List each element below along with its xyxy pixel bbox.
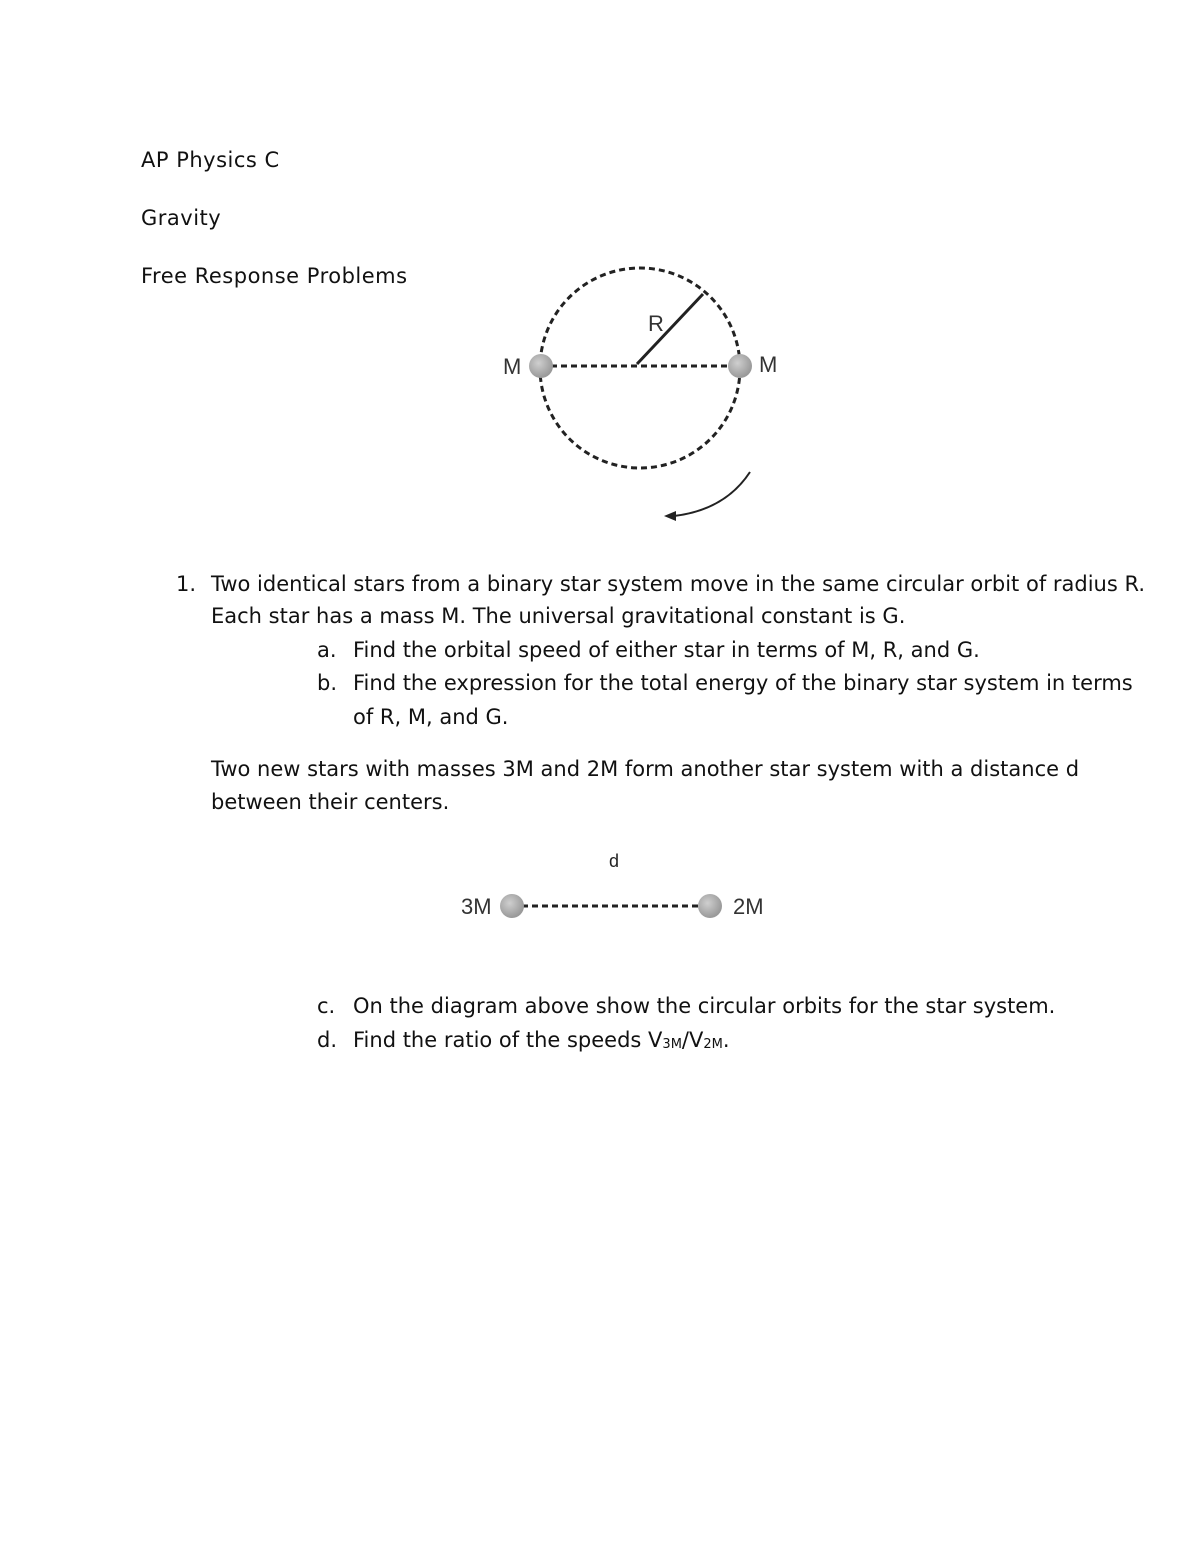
arrow-head-icon: [664, 511, 676, 521]
part-d-suffix: .: [722, 1028, 730, 1052]
problem-number: 1.: [176, 572, 197, 596]
part-c-letter: c.: [317, 994, 336, 1018]
distance-label: d: [609, 851, 620, 871]
problem-intro-line1: Two identical stars from a binary star system move in the same circular orbit of radius R.: [211, 572, 1145, 596]
second-system-line2: between their centers.: [211, 790, 450, 814]
mass-2m-label: 2M: [733, 894, 764, 919]
right-mass-label: M: [759, 352, 778, 377]
part-c-text: On the diagram above show the circular orbits for the star system.: [353, 994, 1056, 1018]
second-system-line1: Two new stars with masses 3M and 2M form another star system with a distance d: [211, 757, 1080, 781]
part-a-text: Find the orbital speed of either star in terms of M, R, and G.: [353, 638, 980, 662]
star-3m: [500, 894, 524, 918]
radius-label: R: [648, 311, 664, 336]
part-b-line2: of R, M, and G.: [353, 705, 509, 729]
right-star: [728, 354, 752, 378]
part-d-sub-3m: 3M: [662, 1037, 682, 1052]
problem-intro-line2: Each star has a mass M. The universal gravitational constant is G.: [211, 604, 906, 628]
two-star-diagram: [0, 840, 1200, 940]
part-b-line1: Find the expression for the total energy of the binary star system in terms: [353, 671, 1133, 695]
section-title: Free Response Problems: [141, 264, 408, 288]
part-d-sub-2m: 2M: [703, 1037, 723, 1052]
radius-line: [637, 294, 703, 364]
left-star: [529, 354, 553, 378]
part-d-text: [353, 1030, 730, 1051]
topic-title: Gravity: [141, 206, 222, 230]
binary-orbit-diagram: [0, 0, 1200, 560]
rotation-arrow-icon: [674, 472, 750, 516]
course-title: AP Physics C: [141, 148, 280, 172]
mass-3m-label: 3M: [461, 894, 492, 919]
part-a-letter: a.: [317, 638, 337, 662]
left-mass-label: M: [503, 354, 522, 379]
orbit-circle: [540, 268, 740, 468]
part-d-mid: /V: [681, 1028, 704, 1052]
star-2m: [698, 894, 722, 918]
part-b-letter: b.: [317, 671, 338, 695]
part-d-prefix: Find the ratio of the speeds V: [353, 1028, 663, 1052]
part-d-letter: d.: [317, 1028, 338, 1052]
